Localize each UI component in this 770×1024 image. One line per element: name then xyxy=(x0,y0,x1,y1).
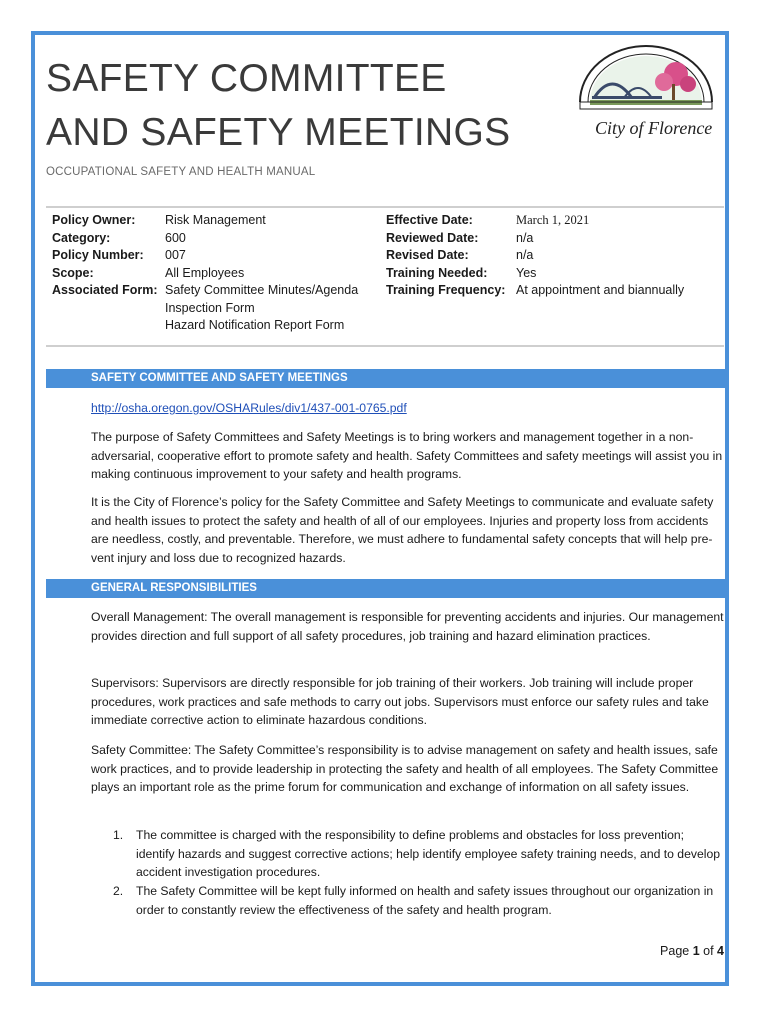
osha-rules-link[interactable] xyxy=(91,399,725,418)
total-pages: 4 xyxy=(717,944,724,958)
category-value: 600 xyxy=(165,230,186,245)
current-page: 1 xyxy=(692,944,700,958)
header-divider xyxy=(46,206,724,208)
associated-form-value-3: Hazard Notification Report Form xyxy=(165,318,345,332)
training-frequency-value: At appointment and biannually xyxy=(516,283,685,297)
page-number xyxy=(660,944,724,958)
revised-date-value: n/a xyxy=(516,248,534,262)
osha-rules-link-text[interactable]: http://osha.oregon.gov/OSHARules/div1/437-001-0765.pdf xyxy=(91,401,407,415)
section-heading-safety-committee: SAFETY COMMITTEE AND SAFETY MEETINGS xyxy=(46,369,727,388)
safety-committee-paragraph: Safety Committee: The Safety Committee’s responsibility is to advise management on safety and health issues, safe work practices, and to provide leadership in protecting the safety and health of all employees. The Safety Committee plays an important role as the prime forum for communication and exchange of information on all safety issues. xyxy=(91,743,719,795)
training-needed-value: Yes xyxy=(516,265,537,280)
overall-management-paragraph: Overall Management: The overall management is responsible for preventing accidents and injuries. Our management provides direction and full support of all safety procedures, job training and hazard elimination practices. xyxy=(91,610,724,643)
purpose-paragraph: The purpose of Safety Committees and Safety Meetings is to bring workers and management together in a non-adversarial, cooperative effort to promote safety and health. Safety Committees and safety meetings will assist you in making continuous improvement to your safety and health programs. xyxy=(91,430,723,482)
page-word: Page xyxy=(660,944,693,958)
city-logo-caption: City of Florence xyxy=(595,118,713,138)
policy-number-label: Policy Number: xyxy=(52,248,144,262)
scope-label: Scope: xyxy=(52,265,94,280)
training-needed-label: Training Needed: xyxy=(386,265,488,280)
reviewed-date-label: Reviewed Date: xyxy=(386,230,479,245)
of-word: of xyxy=(699,944,718,958)
associated-form-value-2: Inspection Form xyxy=(165,300,255,315)
owner-label: Policy Owner: xyxy=(52,213,136,227)
meta-divider xyxy=(46,345,724,347)
list-item-number: 1. xyxy=(113,828,124,842)
section-heading-general-responsibilities: GENERAL RESPONSIBILITIES xyxy=(46,579,727,598)
category-label: Category: xyxy=(52,230,111,245)
list-item-text: The committee is charged with the responsibility to define problems and obstacles for loss prevention; identify hazards and suggest corrective actions; help identify employee safety training needs, and to develop accident investigation procedures. xyxy=(136,828,721,880)
reviewed-date-value: n/a xyxy=(516,230,534,245)
training-frequency-label: Training Frequency: xyxy=(386,283,506,297)
revised-date-label: Revised Date: xyxy=(386,248,469,262)
list-item-text: The Safety Committee will be kept fully informed on health and safety issues throughout our organization in order to constantly review the effectiveness of the safety and health program. xyxy=(136,884,714,917)
supervisors-paragraph: Supervisors: Supervisors are directly responsible for job training of their workers. Job training will include proper procedures, work practices and safe methods to carry out jobs. Supervisors must enforce our safety rules and take immediate corrective action to eliminate hazardous conditions. xyxy=(91,676,709,728)
list-item-number: 2. xyxy=(113,884,124,898)
effective-date-value: March 1, 2021 xyxy=(516,213,590,227)
associated-form-label: Associated Form: xyxy=(52,283,158,297)
manual-subtitle: OCCUPATIONAL SAFETY AND HEALTH MANUAL xyxy=(46,166,316,178)
policy-number-value: 007 xyxy=(165,248,186,262)
policy-meta-right xyxy=(386,212,726,300)
scope-value: All Employees xyxy=(165,265,245,280)
owner-value: Risk Management xyxy=(165,213,266,227)
effective-date-label: Effective Date: xyxy=(386,213,473,227)
page-title: SAFETY COMMITTEE AND SAFETY MEETINGS xyxy=(46,57,511,154)
policy-paragraph: It is the City of Florence’s policy for the Safety Committee and Safety Meetings to communicate and evaluate safety and health issues to protect the safety and health of all of our employees. Injuries and property loss from accidents are needless, costly, and preventable. Therefore, we must adhere to fundamental safety concepts that will help pre-vent injury and loss due to recognized hazards. xyxy=(91,495,714,565)
associated-form-value-1: Safety Committee Minutes/Agenda xyxy=(165,283,359,297)
policy-meta-left xyxy=(52,212,372,335)
